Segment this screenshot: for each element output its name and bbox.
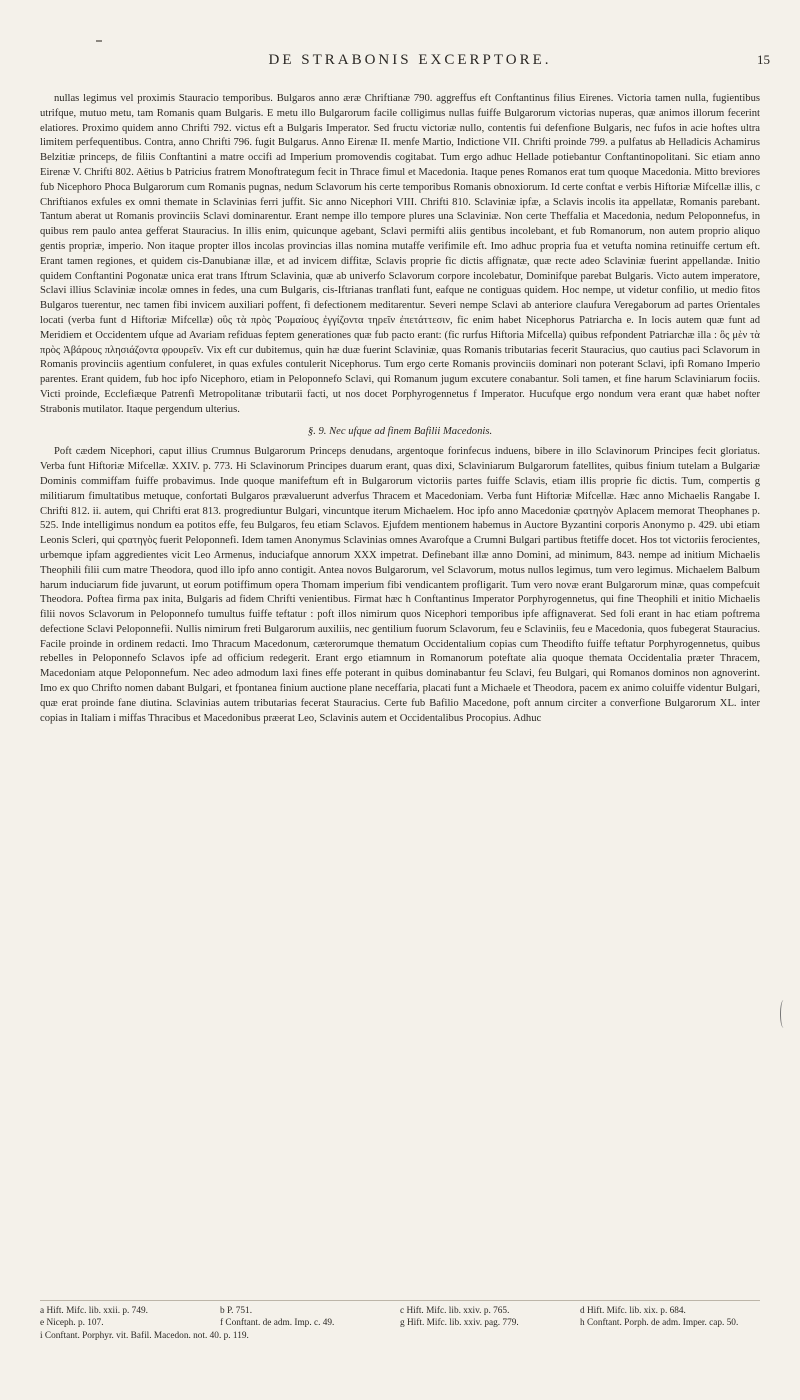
margin-bracket-mark — [780, 1000, 787, 1028]
footnote: f Conftant. de adm. Imp. c. 49. — [220, 1318, 335, 1329]
footnote: a Hift. Mifc. lib. xxii. p. 749. — [40, 1306, 148, 1316]
section-heading: §. 9. Nec ufque ad finem Bafilii Macedonis. — [307, 425, 493, 437]
footnote: e Niceph. p. 107. — [40, 1318, 104, 1329]
paragraph: nullas legimus vel proximis Stauracio temporibus. Bulgaros anno æræ Chriftianæ 790. aggreffus eft Conftantinus filius Eirenes. Victoria tamen nulla, fugientibus utrifque, mutuo metu, tam Romanis quam Bulgaris. E metu illo Bulgarorum facile colligimus nullas fuiffe Bulgarorum victorias nuperas, quæ animos illorum fecerint elatiores. Proximo quidem anno Chrifti 792. victus eft a Bulgaris Imperator. Sed fructu victoriæ nullo, contentis fui defenfione Bulgaris, nec fufos in acie hoftes ultra limitem perfequentibus. Contra, anno Chrifti 796. fugit Bulgarus. Anno Eirenæ II. menfe Martio, Indictione VII. Chrifti proinde 799. a pulfatus ab Helladicis Achamirus Belzitiæ princeps, de filiis Conftantini a matre occifi ad Imperium promovendis cogitabat. Tum ergo adhuc Hellade potiebantur Conftantinopolitani. Sic etiam anno Eirenæ V. Chrifti 802. Aëtius b Patricius fratrem Monoftrategum fecit in Thrace fimul et Macedonia. Itaque penes Romanos erat tum quoque Macedonia. Mitto breviores fub Nicephoro Phoca Bulgarorum cum Romanis pugnas, nedum Sclavorum his certe temporibus Romanis obnoxiorum. Id certe conftat e verbis Hiftoriæ Mifcellæ illis, c Chriftianos exfules ex omni themate in Sclavinias ferri juffit. Sic anno Nicephori VIII. Chrifti 810. Sclaviniæ ipfæ, a Sclavis incolis ita appellatæ, Romanis parebant. Tantum aberat ut Romanis provinciis Sclavi dominarentur. Erant nempe illo tempore plures una Sclaviniæ. Non certe Theffalia et Macedonia, nedum Peloponnefus, in quibus rem paulo antea gefferat Stauracius. In illis enim, quicunque agebant, Sclavi permifti aliis gentibus incolebant, et fub Romanorum, non autem proprio aliquo gentis propriæ, imperio. Non itaque propter illos incolas provincias illas nomina mutaffe verifimile eft. Imo adhuc propria fua et vetufta nomina retinuiffe certum eft. Erant tamen regiones, et quidem cis-Danubianæ illæ, et ad invicem diffitæ, Sclavis proprie fic dictis affignatæ, quæ recte adeo Sclaviniæ fuerint appellandæ. Initio quidem Conftantini Pogonatæ unica erat trans Iftrum Sclavinia, quæ ab univerfo Sclavorum corpore incolebatur, Dominifque parebat Bulgaris. Victo autem imperatore, Sclavi illius Sclaviniæ incolæ omnes in fedes, una cum Bulgaris, cis-Iftrianas tranflati funt, eafque ne contiguas quidem. Hoc nempe, ut videtur confilio, ut medio fitos Bulgaros tuerentur, nec tamen fibi invicem auxiliari poffent, fi defectionem meditarentur. Severi nempe Sclavi ab anteriore claufura Veregaborum ad partes Orientales locati (verba funt d Hiftoriæ Mifcellæ) οὓς τὰ πρὸς Ῥωμαίους ἐγγίζοντα τηρεῖν ἐπετάττεσιν, fic enim habet Nicephorus Patriarcha e. In locis autem quæ funt ad Meridiem et Occidentem ufque ad Avariam refiduas feptem generationes quæ fub pacto erant: (fic rurfus Hiftoria Mifcella) quibus refpondent Patriarchæ illa : ὃς μὲν τὰ πρὸς Ἀβάρους πλησιάζοντα φρουρεῖν. Vix eft cur dubitemus, quin hæ duæ fuerint Sclaviniæ, quas Romanis tributarias fecerit Stauracius, quo cautius paci Sclavorum in Romanis provinciis agentium confuleret, in quas exfules contulerit Nicephorus. Tum ergo certe Romanis provinciis dominari non poterant Sclavi, ipfi Romano Imperio parentes. Erant quidem, fub hoc ipfo Nicephoro, etiam in Peloponnefo Sclavi, qui Romanum jugum excutere conabantur. Soli tamen, et fine harum Sclaviniarum fociis. Victi proinde, Ecclefiæque Patrenfi Metropolitanæ tributarii facti, ut nos docet Porphyrogennetus f Imperator. Hucufque ergo nondum vera erant quæ habet nofter Strabonis mutilator. Itaque pergendum ulterius. — [40, 93, 760, 415]
footnote: b P. 751. — [220, 1306, 253, 1316]
ink-speck — [96, 40, 102, 42]
footnote: g Hift. Mifc. lib. xxiv. pag. 779. — [400, 1318, 519, 1329]
paragraph: Poft cædem Nicephori, caput illius Crumnus Bulgarorum Princeps denudans, argentoque forinfecus induens, bibere in illo Sclavinorum Principes fecit gloriatus. Verba funt Hiftoriæ Mifcellæ. XXIV. p. 773. Hi Sclavinorum Principes duarum erant, quas dixi, Sclaviniarum Bulgarorum fatellites, quibus finium tutelam a Bulgariæ Dominis commiffam fuiffe probavimus. Inde quoque manifeftum eft in Bulgarorum victoriis partes fuiffe Sclavis, etiam illis proprie fic dictis. Tum, compertis g militiarum fimultatibus metuque, confortati Bulgaros prævaluerunt adverfus Thracem et Macedoniam. Verba funt Hiftoriæ Mifcellæ. Hæc anno Michaelis Rangabe I. Chrifti 812. ii. autem, qui Chrifti erat 813. progrediuntur Bulgari, vincuntque iterum Michaelem. Hoc ipfo anno Macedoniæ ςρατηγὸν Aplacem memorat Theophanes p. 525. Inde intelligimus nondum ea potitos effe, feu Bulgaros, feu etiam Sclavos. Ejufdem mentionem habemus in Auctore Byzantini corporis Anonymo p. 429. ubi etiam Leonis Scleri, qui ςρατηγὸς fuerit Peloponnefi. Idem tamen Anonymus Sclavinias omnes Avarofque a Crumni Bulgari partibus ftetiffe docet. Hos tot victoriis ferocientes, urbemque ipfam aggredientes vicit Leo Armenus, induciafque annorum XXX impetrat. Definebant illæ anno Domini, ad minimum, 843. nempe ad initium Michaelis Theophili filii cum matre Theodora, quod illo ipfo anno contigit. Antea novos Bulgarorum, vel Sclavorum, motus nullos legimus, tum vero legimus. Michaelem Balbum harum induciarum fide juvarunt, ut eorum potiffimum opera Thomam imperium fibi vendicantem profligarit. Tum vero novæ erant Bulgarorum minæ, quas compefcuit Theodora. Poftea firma pax inita, Bulgaris ad fidem Chrifti venientibus. Firmat hæc h Conftantinus Imperator Porphyrogennetus, qui fine Theophili et initio Michaelis filii novos Sclavorum in Peloponnefo tumultus fuiffe teftatur : poft illos nimirum quos Nicephori temporibus ipfe affignaverat. Sed foli erant in hac etiam poftrema defectione Sclavi Peloponnefii. Nullis nimirum freti Bulgarorum auxiliis, nec gentilium fuorum Sclavorum, feu e Sclaviniis, feu e Macedonia, quos fubegerat Stauracius. Facile proinde in ordinem redacti. Imo Thracum Macedonum, cæterorumque thematum Occidentalium copias cum Theodifto fuiffe teftatur Porphyrogennetus, quibus rebelles in Peloponnefo Sclavos ipfe ad officium redegerit. Erant ergo etiamnum in Romanorum poteftate alia quoque themata Occidentalia præter Thracem, Macedoniam atque Peloponnefum. Nec adeo admodum laxi fines effe poterant in quibus dominabantur feu Sclavi, feu Bulgari, qui Romanos dominos non agnoverint. Imo ex quo Chrifto nomen dabant Bulgari, et fpontanea finium auctione plane neceffaria, placati funt a Michaele et Theodora, pacem ex animo coluiffe videntur Bulgari, quæ erat proinde fane diutina. Sclavinias autem tributarias fecerat Stauracius. Certe fub Bafilio Macedone, poft annum circiter a converfione Bulgarorum XL. inter copias in Italiam i miffas Thracibus et Macedonibus præerat Leo, Sclavinis autem et Occidentalibus Procopius. Adhuc — [40, 446, 760, 724]
page-header — [90, 52, 770, 76]
footnote: i Conftant. Porphyr. vit. Bafil. Macedon. not. 40. p. 119. — [40, 1330, 249, 1341]
body-text — [40, 92, 760, 726]
footnote-row — [40, 1305, 760, 1317]
running-head: DE STRABONIS EXCERPTORE. — [268, 52, 552, 68]
page-number: 15 — [757, 52, 770, 67]
footnote: h Conftant. Porph. de adm. Imper. cap. 50. — [580, 1318, 739, 1329]
footnote: d Hift. Mifc. lib. xix. p. 684. — [580, 1306, 686, 1316]
footnotes — [40, 1300, 760, 1342]
footnote-row — [40, 1330, 760, 1342]
footnote-row — [40, 1317, 760, 1329]
footnote: c Hift. Mifc. lib. xxiv. p. 765. — [400, 1306, 510, 1316]
